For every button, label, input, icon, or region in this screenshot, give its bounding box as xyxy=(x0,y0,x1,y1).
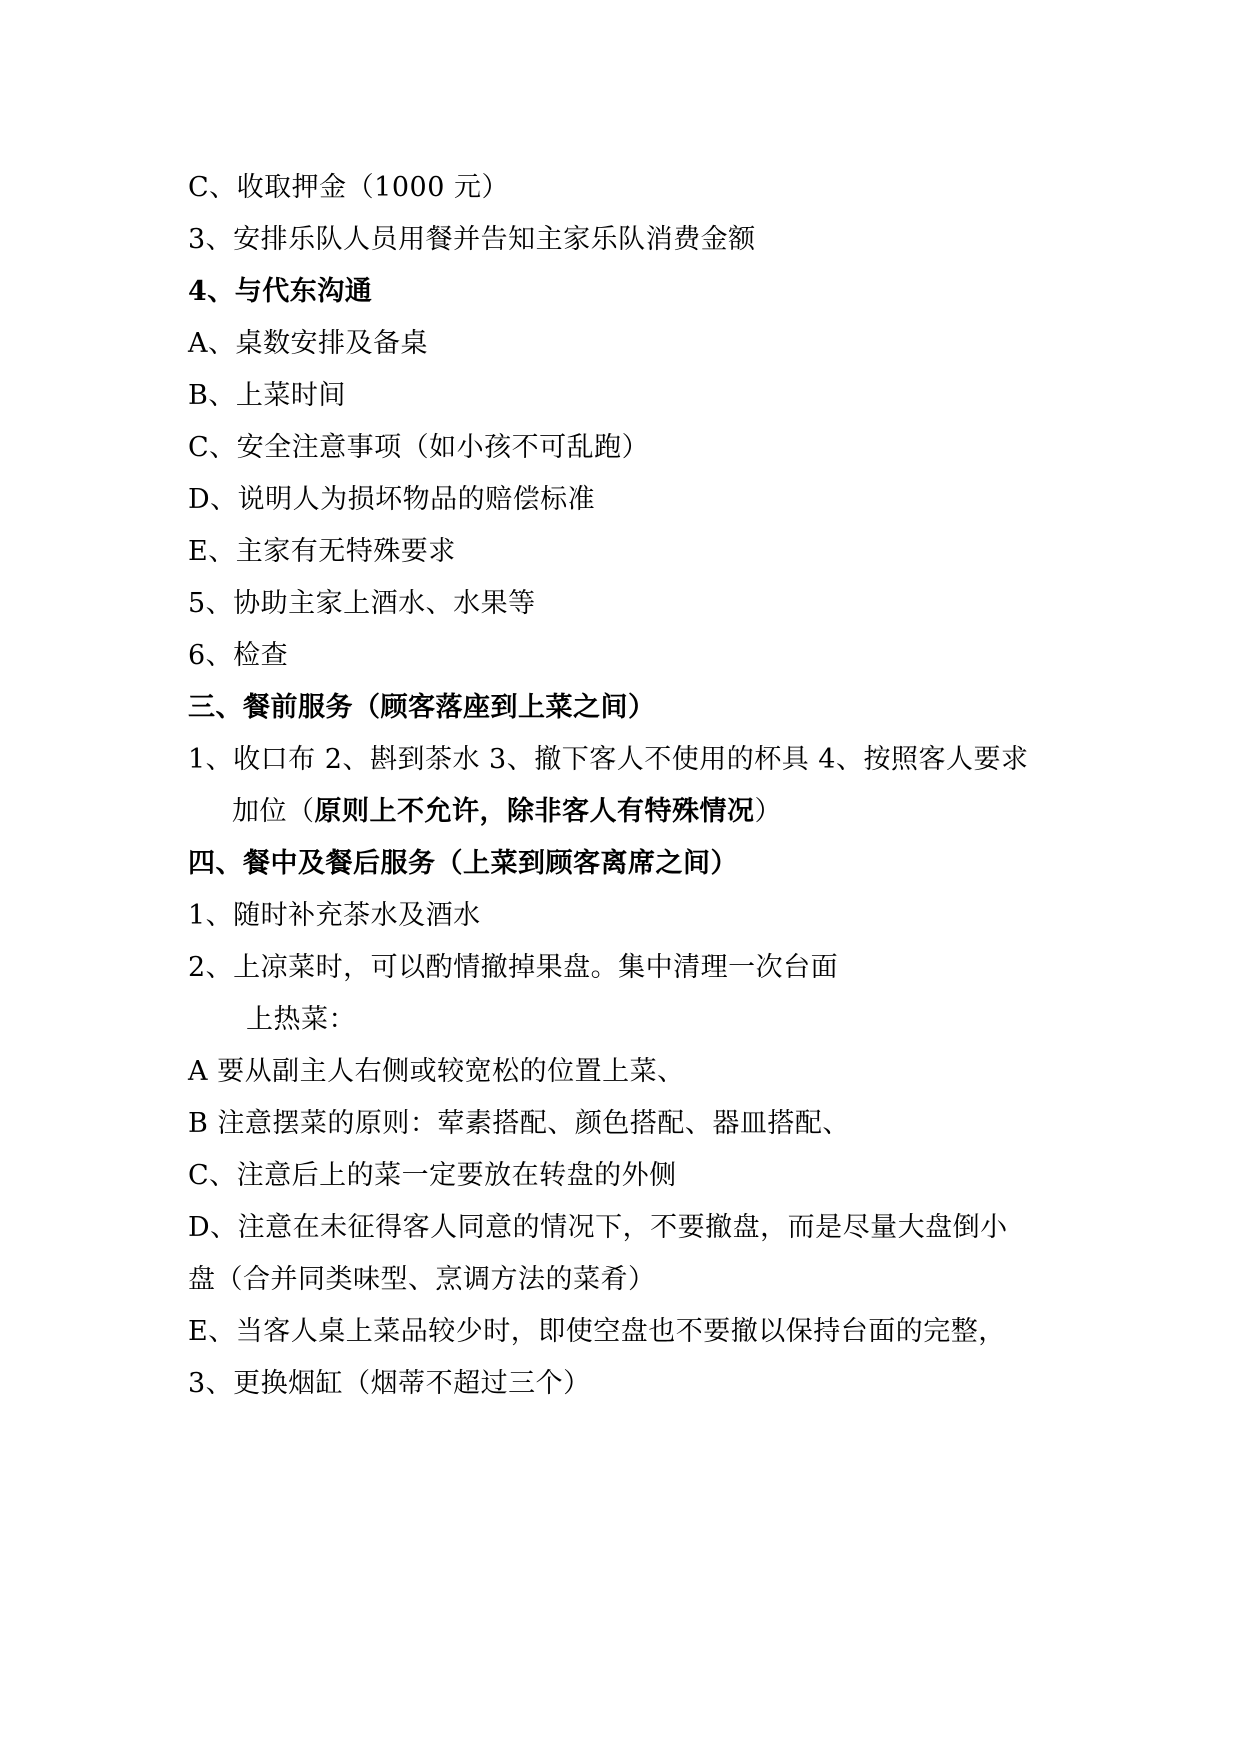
text-line: C、注意后上的菜一定要放在转盘的外侧 xyxy=(188,1160,677,1191)
text-line: E、当客人桌上菜品较少时，即使空盘也不要撤以保持台面的完整， xyxy=(188,1316,1006,1347)
text-line: 上热菜： xyxy=(246,1004,356,1035)
text-normal: ） xyxy=(754,796,782,827)
text-line: C、收取押金（1000 元） xyxy=(188,172,509,203)
text-line: 2、上凉菜时，可以酌情撤掉果盘。集中清理一次台面 xyxy=(188,952,839,983)
text-line: 1、收口布 2、斟到茶水 3、撤下客人不使用的杯具 4、按照客人要求 xyxy=(188,744,1029,775)
text-line: C、安全注意事项（如小孩不可乱跑） xyxy=(188,432,650,463)
text-line: B 注意摆菜的原则：荤素搭配、颜色搭配、器皿搭配、 xyxy=(188,1108,850,1139)
text-normal: 加位（ xyxy=(232,796,315,827)
text-line: D、注意在未征得客人同意的情况下，不要撤盘，而是尽量大盘倒小 xyxy=(188,1212,1008,1243)
text-line-mixed xyxy=(232,794,782,830)
section-heading: 四、餐中及餐后服务（上菜到顾客离席之间） xyxy=(188,848,738,879)
text-line: 3、更换烟缸（烟蒂不超过三个） xyxy=(188,1368,591,1399)
text-line: 6、检查 xyxy=(188,640,289,671)
section-heading: 4、与代东沟通 xyxy=(188,276,373,307)
text-emphasis: 原则上不允许，除非客人有特殊情况 xyxy=(314,796,755,827)
section-heading: 三、餐前服务（顾客落座到上菜之间） xyxy=(188,692,656,723)
text-line: 5、协助主家上酒水、水果等 xyxy=(188,588,536,619)
text-line: E、主家有无特殊要求 xyxy=(188,536,456,567)
text-line: 1、随时补充茶水及酒水 xyxy=(188,900,481,931)
text-line: 3、安排乐队人员用餐并告知主家乐队消费金额 xyxy=(188,224,756,255)
text-line: D、说明人为损坏物品的赔偿标准 xyxy=(188,484,596,515)
text-line: B、上菜时间 xyxy=(188,380,346,411)
text-line: A、桌数安排及备桌 xyxy=(188,328,428,359)
text-line: A 要从副主人右侧或较宽松的位置上菜、 xyxy=(188,1056,685,1087)
text-line: 盘（合并同类味型、烹调方法的菜肴） xyxy=(188,1264,656,1295)
